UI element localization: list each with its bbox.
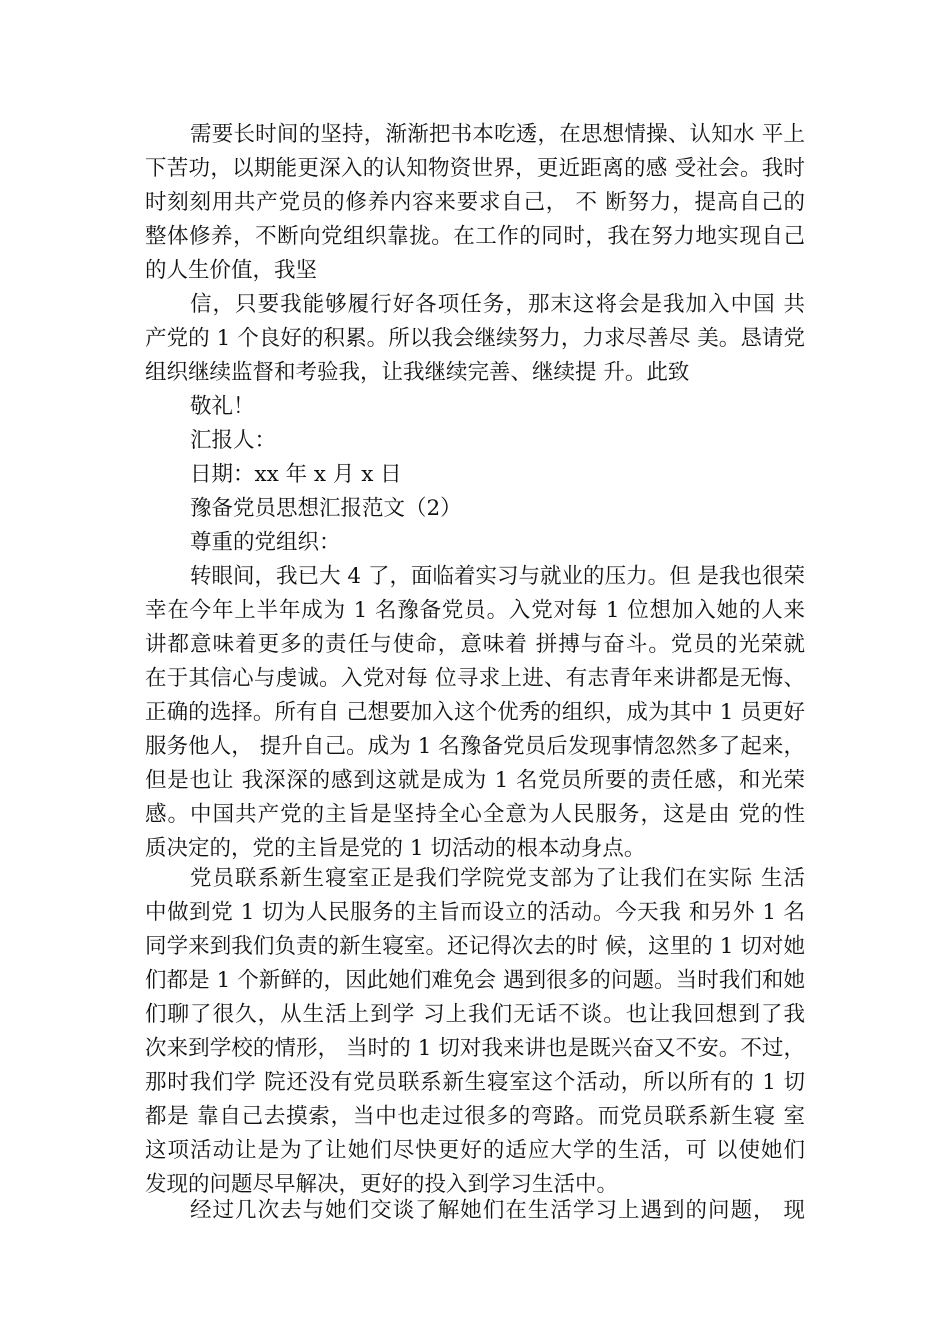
text-line: 但是也让 我深深的感到这就是成为 1 名党员所要的责任感，和光荣 [145, 768, 805, 793]
text-line: 那时我们学 院还没有党员联系新生寝室这个活动，所以所有的 1 切 [145, 1070, 805, 1095]
text-line: 在于其信心与虔诚。入党对每 位寻求上进、有志青年来讲都是无悔、 [145, 666, 805, 691]
text-line: 次来到学校的情形， 当时的 1 切对我来讲也是既兴奋又不安。不过， [145, 1036, 805, 1061]
text-line: 转眼间，我已大 4 了，面临着实习与就业的压力。但 是我也很荣 [190, 564, 805, 589]
text-line: 的人生价值，我坚 [145, 258, 318, 283]
date-line: 日期：xx 年 x 月 x 日 [190, 462, 402, 487]
text-line: 整体修养，不断向党组织靠拢。在工作的同时，我在努力地实现自己 [145, 224, 805, 249]
text-line: 都是 靠自己去摸索，当中也走过很多的弯路。而党员联系新生寝 室 [145, 1104, 805, 1129]
text-line: 经过几次去与她们交谈了解她们在生活学习上遇到的问题， 现 [190, 1198, 805, 1223]
text-line: 发现的问题尽早解决，更好的投入到学习生活中。 [145, 1172, 619, 1197]
text-line: 正确的选择。所有自 己想要加入这个优秀的组织，成为其中 1 员更好 [145, 700, 805, 725]
text-line: 组织继续监督和考验我，让我继续完善、继续提 升。此致 [145, 360, 690, 385]
text-line: 信，只要我能够履行好各项任务，那末这将会是我加入中国 共 [190, 292, 805, 317]
text-line: 下苦功，以期能更深入的认知物资世界，更近距离的感 受社会。我时 [145, 156, 805, 181]
text-line: 产党的 1 个良好的积累。所以我会继续努力，力求尽善尽 美。恳请党 [145, 326, 805, 351]
text-line: 这项活动让是为了让她们尽快更好的适应大学的生活，可 以使她们 [145, 1138, 805, 1163]
text-line: 时刻刻用共产党员的修养内容来要求自己， 不 断努力，提高自己的 [145, 190, 805, 215]
reporter-label: 汇报人： [190, 428, 277, 453]
text-line: 感。中国共产党的主旨是坚持全心全意为人民服务，这是由 党的性 [145, 802, 805, 827]
text-line: 服务他人， 提升自己。成为 1 名豫备党员后发现事情忽然多了起来， [145, 734, 805, 759]
text-line: 幸在今年上半年成为 1 名豫备党员。入党对每 1 位想加入她的人来 [145, 598, 805, 623]
text-line: 们都是 1 个新鲜的，因此她们难免会 遇到很多的问题。当时我们和她 [145, 968, 805, 993]
text-line: 讲都意味着更多的责任与使命，意味着 拼搏与奋斗。党员的光荣就 [145, 632, 805, 657]
salutation: 尊重的党组织： [190, 530, 341, 555]
closing-salutation: 敬礼！ [190, 394, 255, 419]
text-line: 党员联系新生寝室正是我们学院党支部为了让我们在实际 生活 [190, 866, 805, 891]
section-title: 豫备党员思想汇报范文（2） [190, 496, 462, 521]
text-line: 同学来到我们负责的新生寝室。还记得次去的时 候，这里的 1 切对她 [145, 934, 805, 959]
text-line: 质决定的，党的主旨是党的 1 切活动的根本动身点。 [145, 836, 646, 861]
text-line: 需要长时间的坚持，渐渐把书本吃透，在思想情操、认知水 平上 [190, 122, 805, 147]
text-line: 们聊了很久，从生活上到学 习上我们无话不谈。也让我回想到了我 [145, 1002, 805, 1027]
text-line: 中做到党 1 切为人民服务的主旨而设立的活动。今天我 和另外 1 名 [145, 900, 805, 925]
